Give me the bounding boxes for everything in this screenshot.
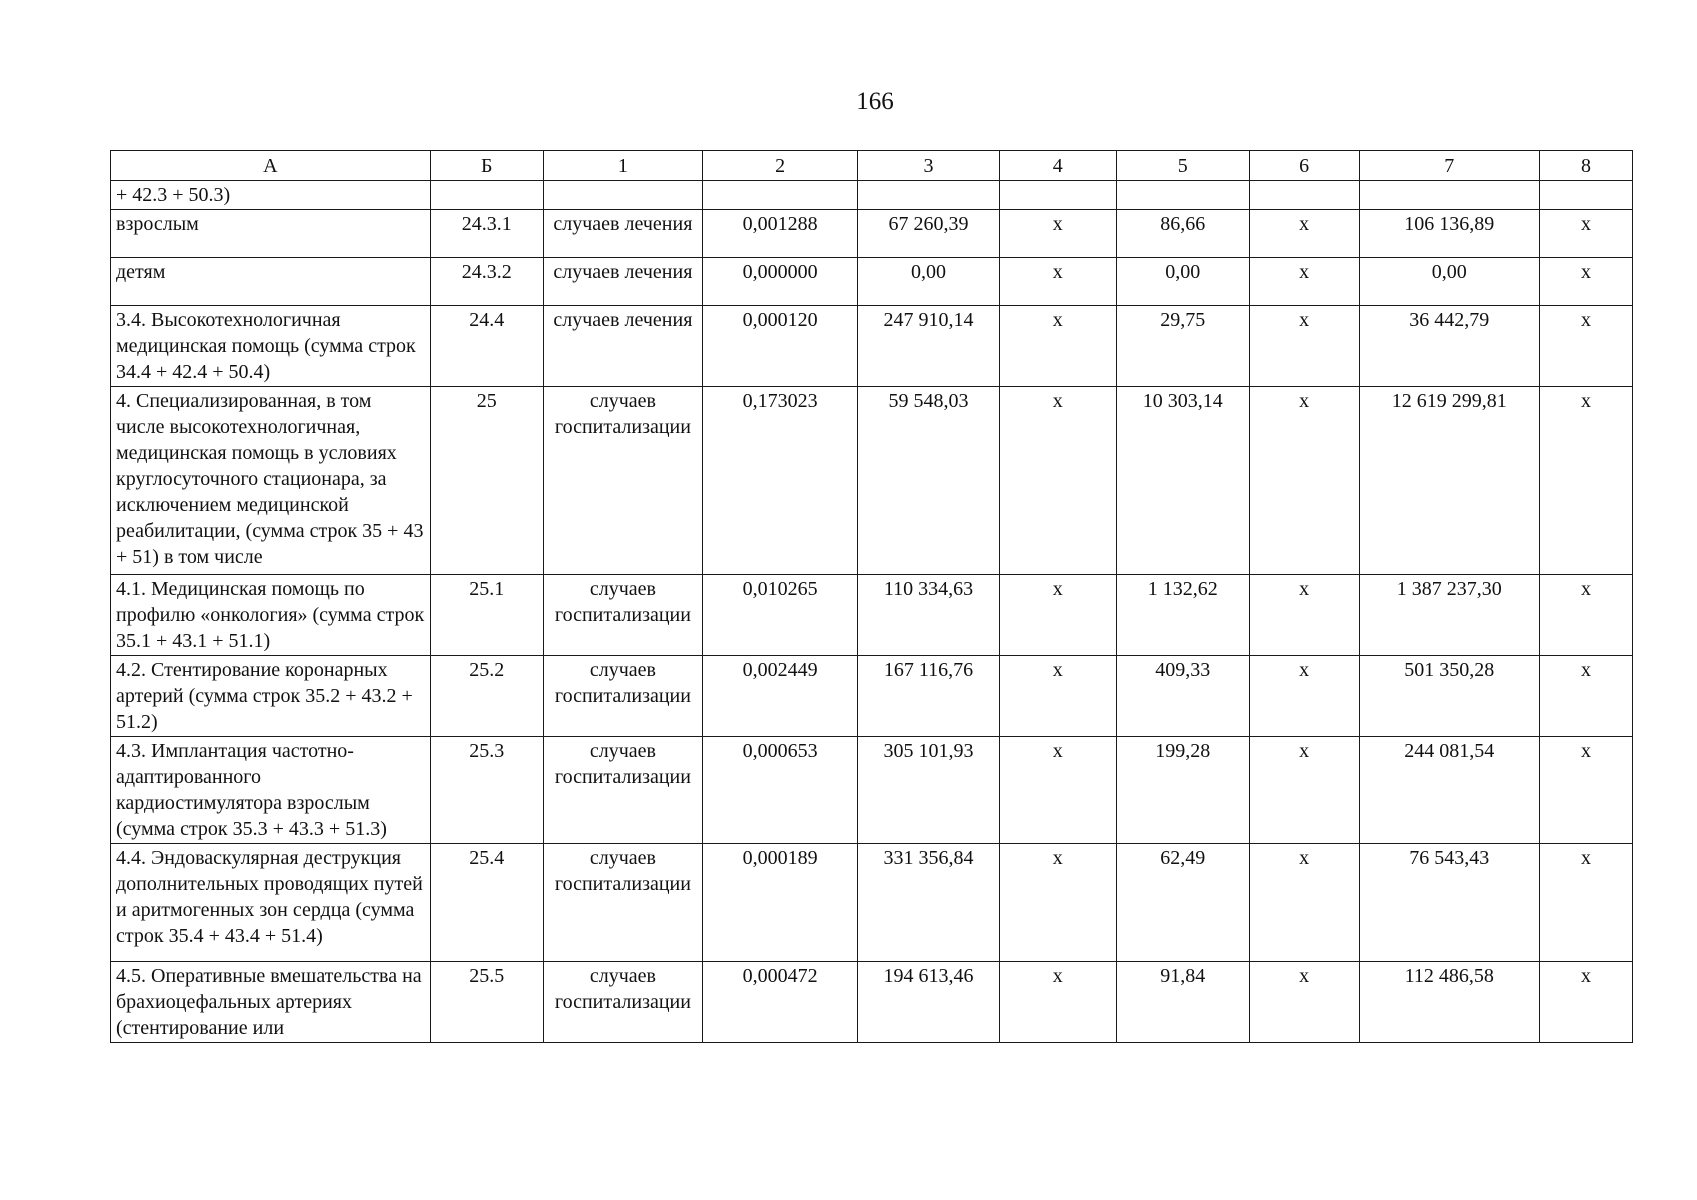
column-header: 3: [858, 151, 999, 181]
row-label-cell: 4.5. Оперативные вмешательства на брахиоцефальных артериях (стентирование или: [111, 962, 431, 1043]
table-cell: [543, 181, 702, 210]
table-row: [111, 575, 1633, 656]
table-cell: [1359, 181, 1539, 210]
table-cell: [1540, 181, 1633, 210]
table-cell: 199,28: [1116, 737, 1249, 844]
table-cell: x: [999, 575, 1116, 656]
table-cell: x: [999, 387, 1116, 575]
column-header: 5: [1116, 151, 1249, 181]
table-cell: 409,33: [1116, 656, 1249, 737]
table-cell: 110 334,63: [858, 575, 999, 656]
table-cell: 0,00: [1116, 258, 1249, 306]
table-cell: 0,000189: [703, 844, 858, 962]
table-body: [111, 181, 1633, 1043]
row-label-cell: 4.2. Стентирование коронарных артерий (сумма строк 35.2 + 43.2 + 51.2): [111, 656, 431, 737]
table-cell: x: [999, 737, 1116, 844]
table-cell: x: [1540, 575, 1633, 656]
table-cell: [430, 181, 543, 210]
row-label-cell: + 42.3 + 50.3): [111, 181, 431, 210]
table-cell: 167 116,76: [858, 656, 999, 737]
table-cell: 91,84: [1116, 962, 1249, 1043]
table-cell: 1 387 237,30: [1359, 575, 1539, 656]
table-cell: 194 613,46: [858, 962, 999, 1043]
table-row: [111, 962, 1633, 1043]
table-cell: x: [999, 844, 1116, 962]
table-cell: [1249, 181, 1359, 210]
table-row: [111, 844, 1633, 962]
table-cell: 244 081,54: [1359, 737, 1539, 844]
table-cell: 25.3: [430, 737, 543, 844]
table-cell: 0,010265: [703, 575, 858, 656]
column-header: Б: [430, 151, 543, 181]
table-cell: x: [1540, 962, 1633, 1043]
table-cell: x: [1249, 844, 1359, 962]
table-cell: x: [1249, 962, 1359, 1043]
table-cell: случаев лечения: [543, 306, 702, 387]
table-cell: [858, 181, 999, 210]
table-cell: x: [999, 210, 1116, 258]
table-cell: x: [1249, 737, 1359, 844]
table-cell: 24.4: [430, 306, 543, 387]
row-label-cell: детям: [111, 258, 431, 306]
table-cell: случаев лечения: [543, 210, 702, 258]
table-cell: x: [1249, 387, 1359, 575]
table-cell: x: [1249, 575, 1359, 656]
table-cell: 24.3.2: [430, 258, 543, 306]
table-cell: 67 260,39: [858, 210, 999, 258]
table-row: [111, 656, 1633, 737]
table-cell: 112 486,58: [1359, 962, 1539, 1043]
row-label-cell: 4.4. Эндоваскулярная деструкция дополнительных проводящих путей и аритмогенных зон сердца (сумма строк 35.4 + 43.4 + 51.4): [111, 844, 431, 962]
table-cell: 10 303,14: [1116, 387, 1249, 575]
column-header: 6: [1249, 151, 1359, 181]
table-cell: x: [999, 306, 1116, 387]
column-header: А: [111, 151, 431, 181]
table-cell: 0,00: [858, 258, 999, 306]
table-cell: 24.3.1: [430, 210, 543, 258]
table-cell: 0,001288: [703, 210, 858, 258]
table-cell: 0,000472: [703, 962, 858, 1043]
table-cell: 25.2: [430, 656, 543, 737]
table-cell: 86,66: [1116, 210, 1249, 258]
table-row: [111, 181, 1633, 210]
table-cell: случаев госпитализации: [543, 656, 702, 737]
table-cell: 0,000000: [703, 258, 858, 306]
table-cell: 36 442,79: [1359, 306, 1539, 387]
table-cell: [703, 181, 858, 210]
table-cell: 247 910,14: [858, 306, 999, 387]
table-cell: x: [1249, 210, 1359, 258]
table-cell: случаев лечения: [543, 258, 702, 306]
table-cell: 25.5: [430, 962, 543, 1043]
table-cell: 25.1: [430, 575, 543, 656]
column-header: 2: [703, 151, 858, 181]
table-cell: случаев госпитализации: [543, 575, 702, 656]
column-header: 8: [1540, 151, 1633, 181]
table-cell: x: [1249, 306, 1359, 387]
table-cell: x: [1249, 656, 1359, 737]
table-cell: x: [999, 258, 1116, 306]
table-cell: 0,000120: [703, 306, 858, 387]
table-cell: x: [1540, 258, 1633, 306]
table-cell: 59 548,03: [858, 387, 999, 575]
row-label-cell: 3.4. Высокотехнологичная медицинская помощь (сумма строк 34.4 + 42.4 + 50.4): [111, 306, 431, 387]
table-cell: x: [1540, 306, 1633, 387]
table-cell: 12 619 299,81: [1359, 387, 1539, 575]
table-cell: 0,000653: [703, 737, 858, 844]
table-cell: случаев госпитализации: [543, 737, 702, 844]
table-cell: 29,75: [1116, 306, 1249, 387]
row-label-cell: взрослым: [111, 210, 431, 258]
table-cell: x: [1540, 210, 1633, 258]
table-cell: 76 543,43: [1359, 844, 1539, 962]
row-label-cell: 4.3. Имплантация частотно-адаптированного кардиостимулятора взрослым (сумма строк 35.3 + 43.3 + 51.3): [111, 737, 431, 844]
table-cell: 0,002449: [703, 656, 858, 737]
table-cell: x: [1540, 656, 1633, 737]
column-header: 1: [543, 151, 702, 181]
table-row: [111, 306, 1633, 387]
table-cell: x: [999, 656, 1116, 737]
table-cell: 501 350,28: [1359, 656, 1539, 737]
table-row: [111, 737, 1633, 844]
row-label-cell: 4.1. Медицинская помощь по профилю «онкология» (сумма строк 35.1 + 43.1 + 51.1): [111, 575, 431, 656]
column-header: 7: [1359, 151, 1539, 181]
header-row: [111, 151, 1633, 181]
row-label-cell: 4. Специализированная, в том числе высокотехнологичная, медицинская помощь в условиях круглосуточного стационара, за исключением медицинской реабилитации, (сумма строк 35 + 43 + 51) в том числе: [111, 387, 431, 575]
table-cell: 25.4: [430, 844, 543, 962]
table-cell: 0,00: [1359, 258, 1539, 306]
table-cell: [1116, 181, 1249, 210]
table-cell: [999, 181, 1116, 210]
table-cell: 1 132,62: [1116, 575, 1249, 656]
table-cell: x: [1540, 387, 1633, 575]
table-cell: 0,173023: [703, 387, 858, 575]
table-cell: x: [999, 962, 1116, 1043]
table-cell: 305 101,93: [858, 737, 999, 844]
table-cell: x: [1540, 844, 1633, 962]
table-cell: x: [1540, 737, 1633, 844]
table-cell: случаев госпитализации: [543, 387, 702, 575]
table-cell: 62,49: [1116, 844, 1249, 962]
table-row: [111, 210, 1633, 258]
table-cell: 331 356,84: [858, 844, 999, 962]
table-cell: случаев госпитализации: [543, 962, 702, 1043]
table-cell: случаев госпитализации: [543, 844, 702, 962]
page-number: 166: [856, 88, 894, 115]
table-row: [111, 258, 1633, 306]
data-table: [110, 150, 1633, 1043]
table-row: [111, 387, 1633, 575]
column-header: 4: [999, 151, 1116, 181]
table-cell: 25: [430, 387, 543, 575]
table-cell: x: [1249, 258, 1359, 306]
table-cell: 106 136,89: [1359, 210, 1539, 258]
